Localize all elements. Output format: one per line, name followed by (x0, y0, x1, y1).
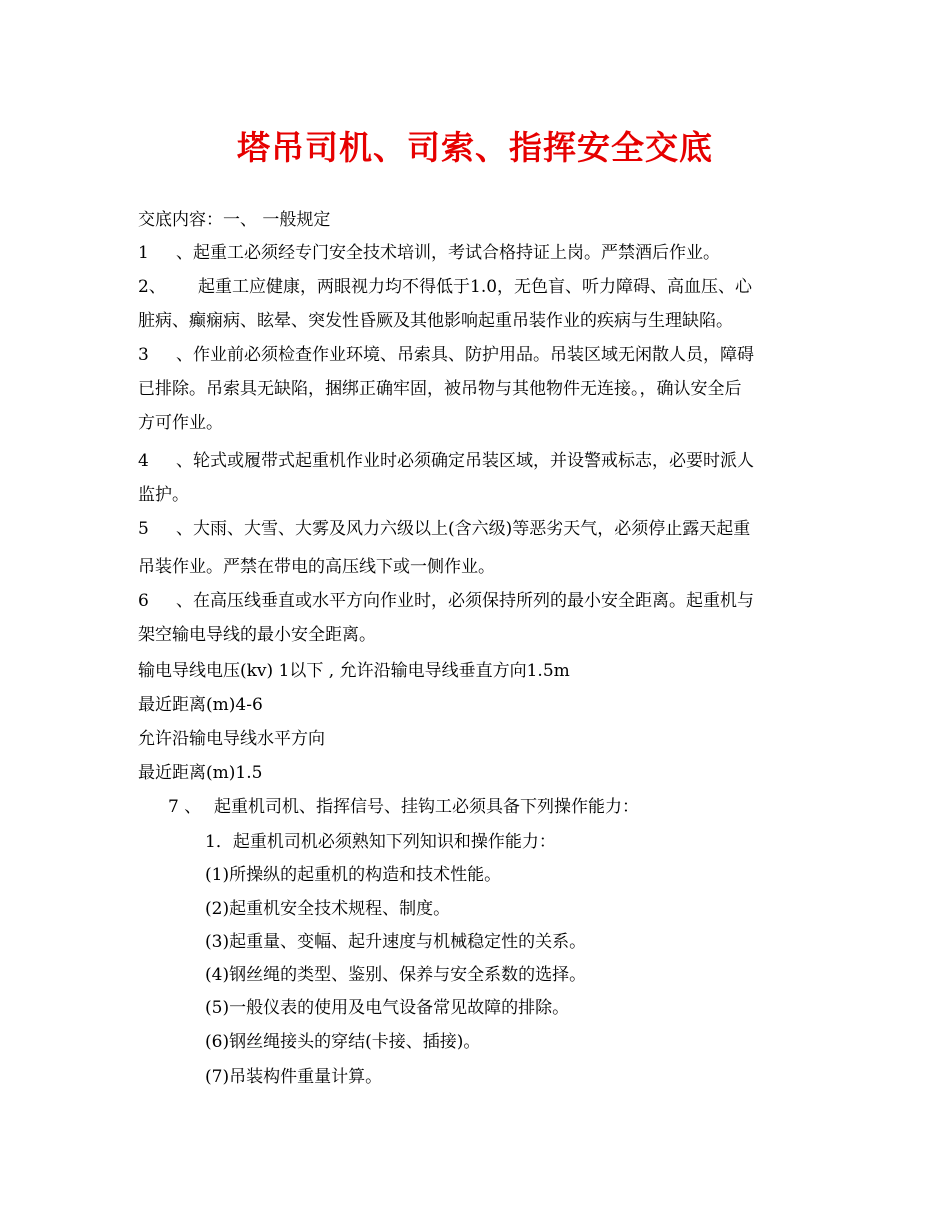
item-1 (138, 242, 720, 264)
item-number: 6 (138, 591, 149, 611)
item-4-cont: 监护。 (138, 485, 189, 505)
item-number: 4 (138, 451, 149, 471)
item-5 (138, 518, 750, 540)
item-number: 7 、 (168, 797, 202, 817)
item-number: 2、 (138, 277, 166, 297)
item-text: 、轮式或履带式起重机作业时必须确定吊装区域，并设警戒标志，必要时派人 (176, 451, 754, 471)
distance-line: 允许沿输电导线水平方向 (138, 729, 325, 749)
item-text: 、大雨、大雪、大雾及风力六级以上(含六级)等恶劣天气，必须停止露天起重 (176, 519, 751, 539)
item-number: 5 (138, 519, 149, 539)
item-text: 起重工应健康，两眼视力均不得低于1.0，无色盲、听力障碍、高血压、心 (198, 277, 753, 297)
sub-item: (1)所操纵的起重机的构造和技术性能。 (205, 865, 502, 885)
distance-line: 输电导线电压(kv) 1以下 , 允许沿输电导线垂直方向1.5m (138, 661, 570, 681)
item-3 (138, 344, 754, 366)
item-number: 1 (138, 243, 149, 263)
distance-line: 最近距离(m)4-6 (138, 695, 263, 715)
document-title: 塔吊司机、司索、指挥安全交底 (237, 128, 713, 167)
item-2-cont: 脏病、癫痫病、眩晕、突发性昏厥及其他影响起重吊装作业的疾病与生理缺陷。 (138, 311, 733, 331)
sub-item: (7)吊装构件重量计算。 (205, 1067, 383, 1087)
item-3-cont: 已排除。吊索具无缺陷，捆绑正确牢固，被吊物与其他物件无连接。，确认安全后 (138, 379, 742, 399)
sub-item: (2)起重机安全技术规程、制度。 (205, 899, 451, 919)
item-2 (138, 276, 752, 298)
sub-item: (4)钢丝绳的类型、鉴别、保养与安全系数的选择。 (205, 965, 587, 985)
sub-heading: 1．起重机司机必须熟知下列知识和操作能力： (205, 832, 556, 852)
intro-line: 交底内容：一、 一般规定 (138, 210, 331, 230)
item-5-cont: 吊装作业。严禁在带电的高压线下或一侧作业。 (138, 557, 495, 577)
sub-item: (6)钢丝绳接头的穿结(卡接、插接)。 (205, 1032, 481, 1052)
item-text: 、起重工必须经专门安全技术培训，考试合格持证上岗。严禁酒后作业。 (176, 243, 720, 263)
item-4 (138, 450, 754, 472)
sub-item: (5)一般仪表的使用及电气设备常见故障的排除。 (205, 998, 570, 1018)
item-number: 3 (138, 345, 149, 365)
item-6-cont: 架空输电导线的最小安全距离。 (138, 625, 376, 645)
distance-line: 最近距离(m)1.5 (138, 763, 263, 783)
item-text: 起重机司机、指挥信号、挂钩工必须具备下列操作能力： (214, 797, 639, 817)
item-6 (138, 590, 754, 612)
item-7 (168, 796, 639, 818)
item-text: 、作业前必须检查作业环境、吊索具、防护用品。吊装区域无闲散人员，障碍 (176, 345, 754, 365)
sub-item: (3)起重量、变幅、起升速度与机械稳定性的关系。 (205, 932, 587, 952)
item-text: 、在高压线垂直或水平方向作业时，必须保持所列的最小安全距离。起重机与 (176, 591, 754, 611)
item-3-cont: 方可作业。 (138, 413, 223, 433)
